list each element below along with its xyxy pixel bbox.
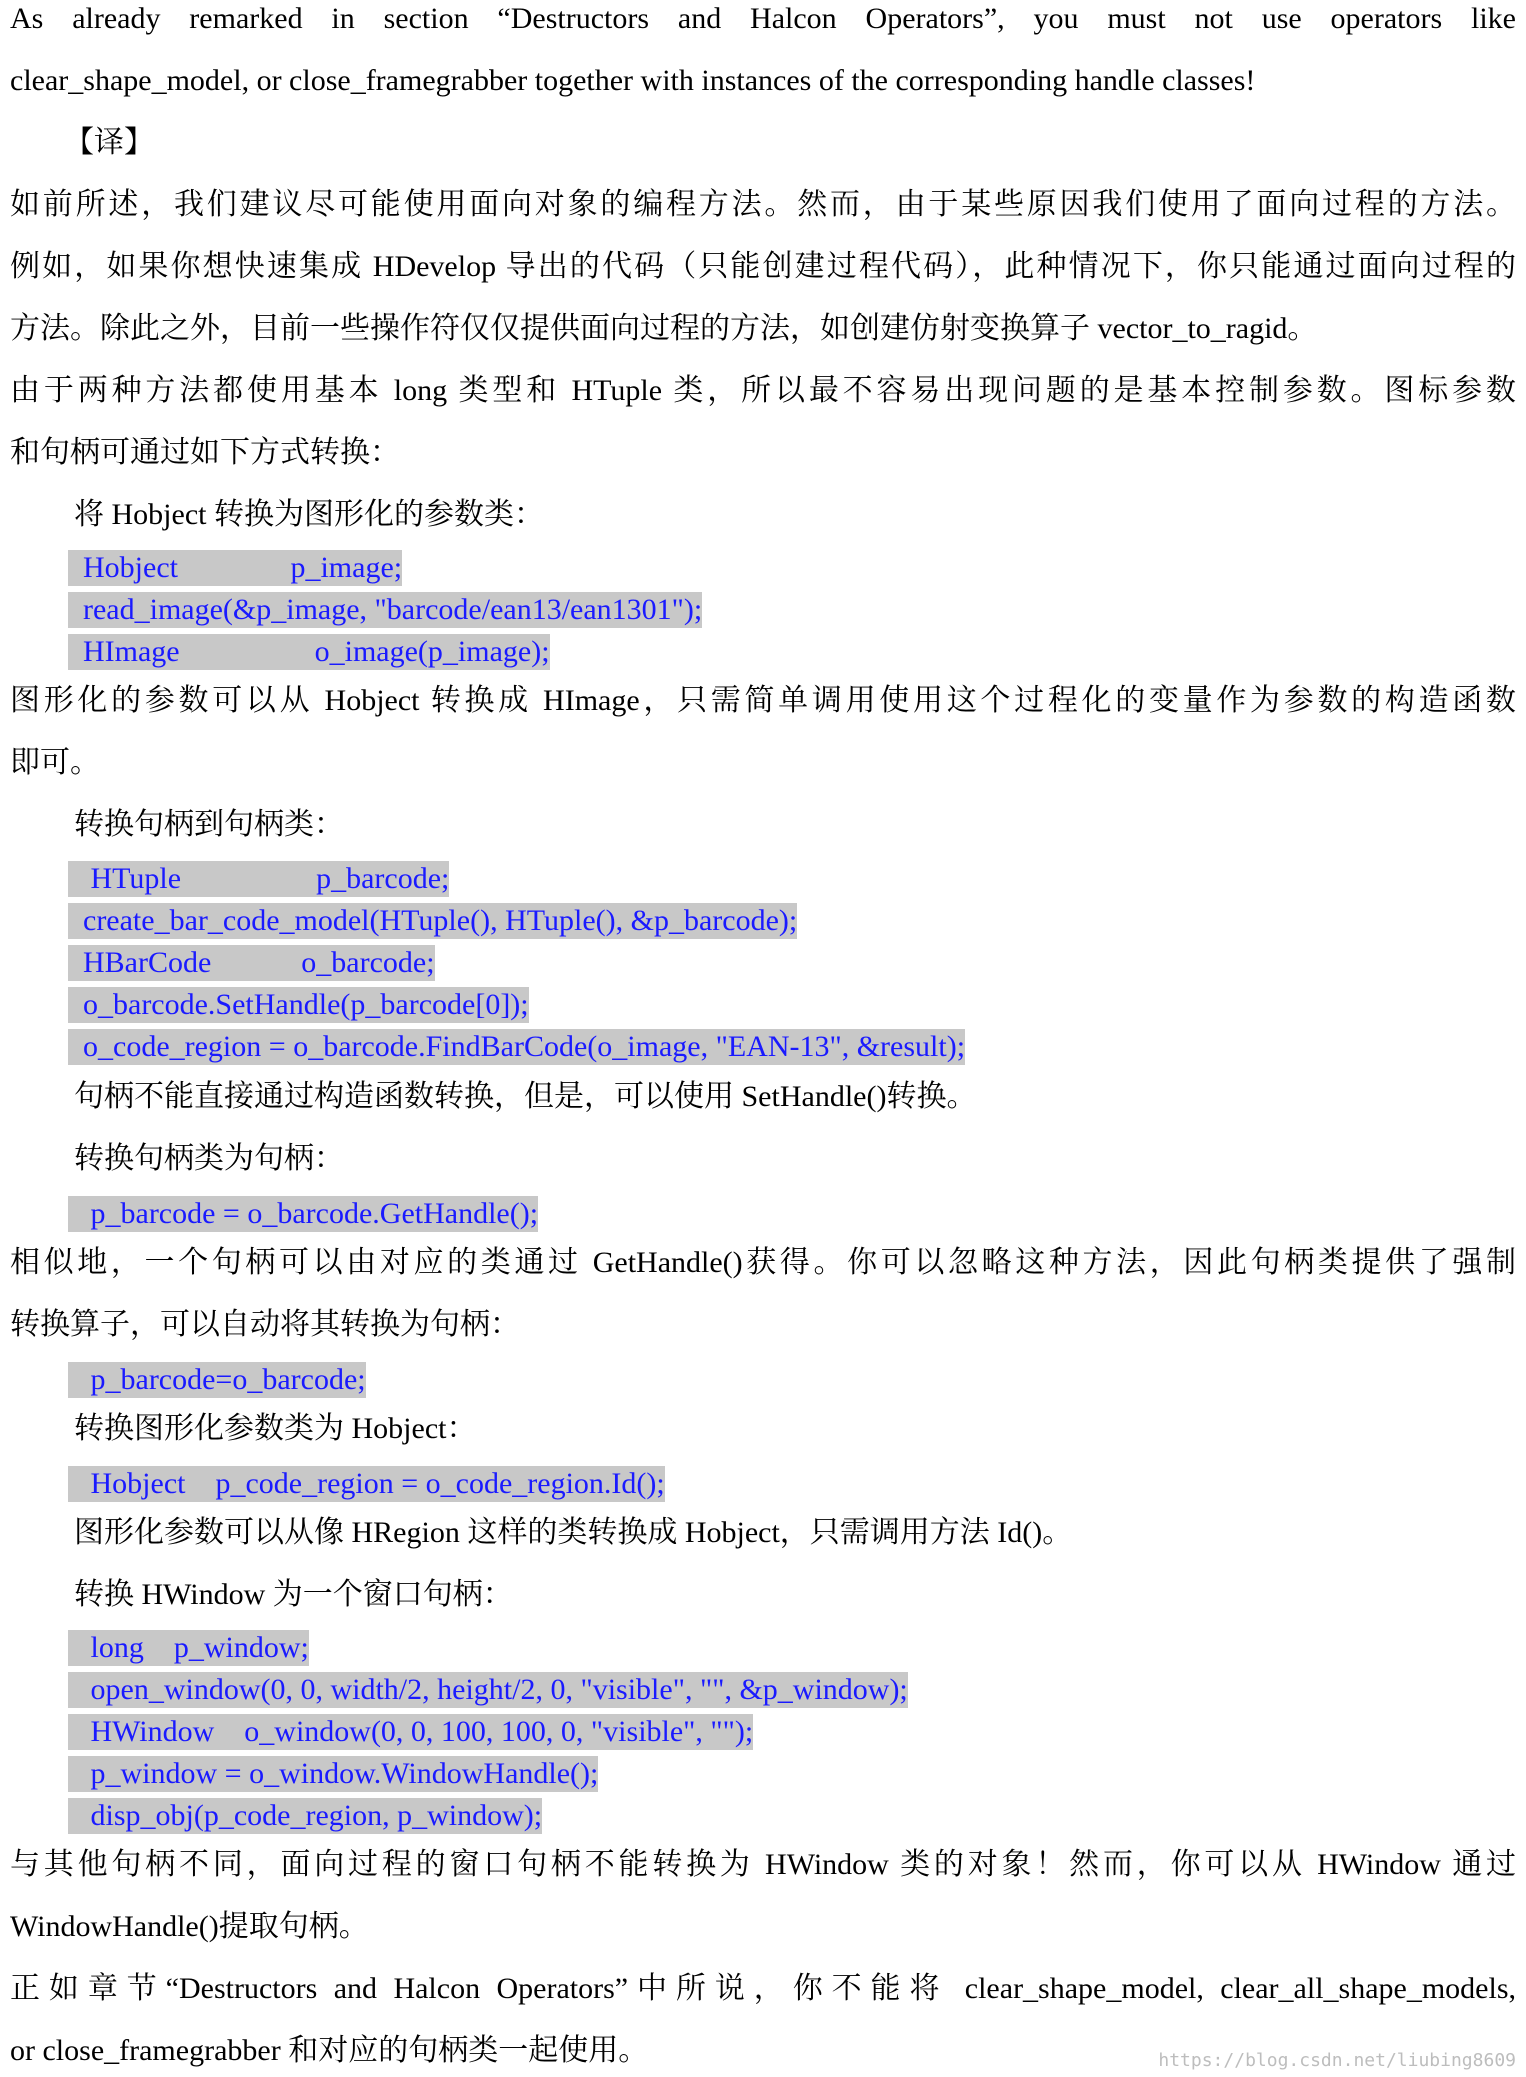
code-line: create_bar_code_model(HTuple(), HTuple(), &p_barcode); [68,904,798,937]
code-line: o_code_region = o_barcode.FindBarCode(o_image, "EAN-13", &result); [68,1030,966,1063]
para6: 图形化参数可以从像 HRegion 这样的类转换成 Hobject，只需调用方法 Id()。 [74,1516,1073,1549]
code-line: HWindow o_window(0, 0, 100, 100, 0, "visible", ""); [68,1715,754,1748]
code-line: disp_obj(p_code_region, p_window); [68,1799,543,1832]
para1-line-1: 如前所述，我们建议尽可能使用面向对象的编程方法。然而，由于某些原因我们使用了面向过程的方法。 [10,188,1516,221]
intro-line-2: clear_shape_model, or close_framegrabber together with instances of the corresponding handle classes! [10,64,1256,97]
code-line: Hobject p_code_region = o_code_region.Id(); [68,1467,665,1500]
section-handle-heading: 转换句柄到句柄类： [74,808,344,841]
para3-line-1: 图形化的参数可以从 Hobject 转换成 HImage，只需简单调用使用这个过程化的变量作为参数的构造函数 [10,684,1516,717]
code-line: o_barcode.SetHandle(p_barcode[0]); [68,988,529,1021]
section-class-to-handle-heading: 转换句柄类为句柄： [74,1142,344,1175]
code-line: long p_window; [68,1631,309,1664]
translation-label: 【译】 [64,126,154,159]
para5-line-1: 相似地，一个句柄可以由对应的类通过 GetHandle()获得。你可以忽略这种方法，因此句柄类提供了强制 [10,1246,1516,1279]
para5-line-2: 转换算子，可以自动将其转换为句柄： [10,1308,520,1341]
para2-line-1: 由于两种方法都使用基本 long 类型和 HTuple 类，所以最不容易出现问题的是基本控制参数。图标参数 [10,374,1516,407]
section-hobject-heading: 将 Hobject 转换为图形化的参数类： [74,498,544,531]
code-line: Hobject p_image; [68,551,403,584]
code-line: p_barcode=o_barcode; [68,1363,366,1396]
code-line: HBarCode o_barcode; [68,946,435,979]
para1-line-3: 方法。除此之外，目前一些操作符仅仅提供面向过程的方法，如创建仿射变换算子 vector_to_ragid。 [10,312,1318,345]
para3-line-2: 即可。 [10,746,100,779]
section-iconic-heading: 转换图形化参数类为 Hobject： [74,1412,477,1445]
code-line: read_image(&p_image, "barcode/ean13/ean1301"); [68,593,703,626]
code-line: HImage o_image(p_image); [68,635,550,668]
intro-line-1: As already remarked in section “Destructors and Halcon Operators”, you must not use operators like [10,2,1516,35]
code-line: open_window(0, 0, width/2, height/2, 0, "visible", "", &p_window); [68,1673,908,1706]
code-line: HTuple p_barcode; [68,862,450,895]
para2-line-2: 和句柄可通过如下方式转换： [10,436,400,469]
watermark: https://blog.csdn.net/liubing8609 [1158,2050,1516,2071]
para8-line-1: 正如章节“Destructors and Halcon Operators”中所说，你不能将 clear_shape_model, clear_all_shape_models, [10,1972,1516,2005]
para4: 句柄不能直接通过构造函数转换，但是，可以使用 SetHandle()转换。 [74,1080,977,1113]
para7-line-1: 与其他句柄不同，面向过程的窗口句柄不能转换为 HWindow 类的对象！然而，你可以从 HWindow 通过 [10,1848,1516,1881]
code-line: p_barcode = o_barcode.GetHandle(); [68,1197,539,1230]
para8-line-2: or close_framegrabber 和对应的句柄类一起使用。 [10,2034,649,2067]
para7-line-2: WindowHandle()提取句柄。 [10,1910,369,1943]
para1-line-2: 例如，如果你想快速集成 HDevelop 导出的代码（只能创建过程代码），此种情况下，你只能通过面向过程的 [10,250,1516,283]
code-line: p_window = o_window.WindowHandle(); [68,1757,599,1790]
section-window-heading: 转换 HWindow 为一个窗口句柄： [74,1578,513,1611]
